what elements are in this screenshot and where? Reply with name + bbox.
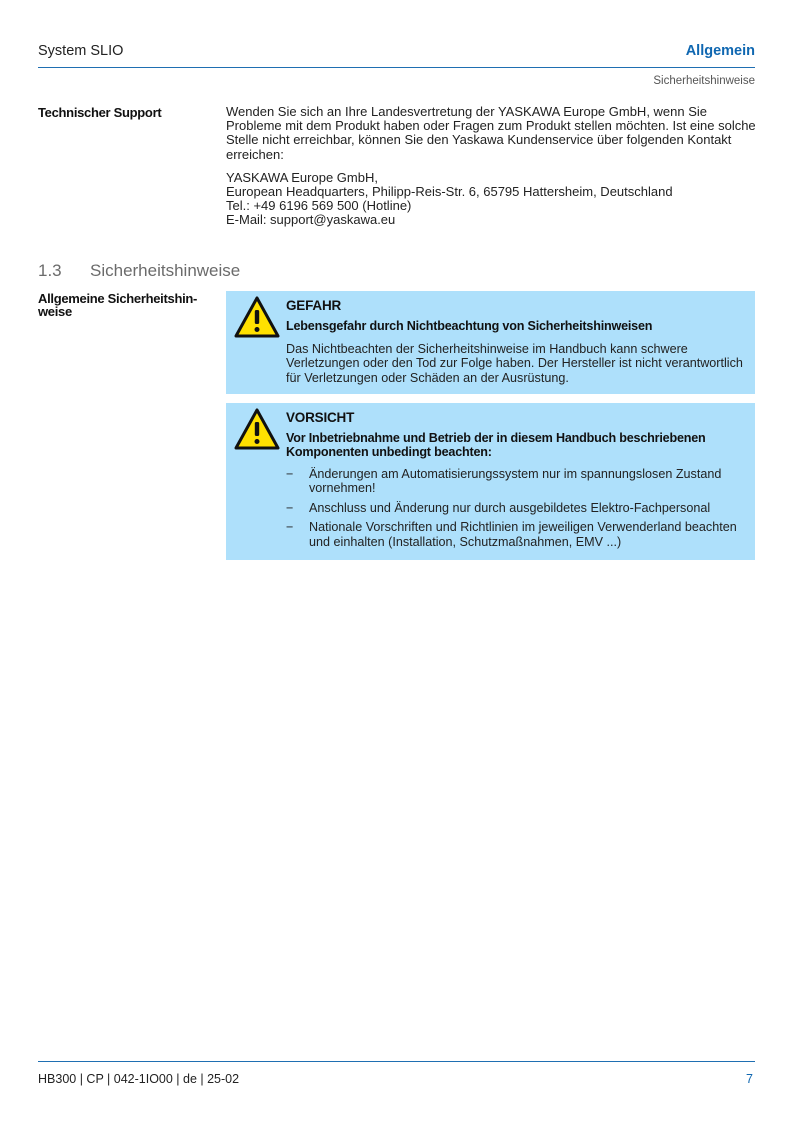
support-body: [226, 105, 756, 228]
danger-notice: [226, 291, 755, 394]
warning-triangle-icon: [234, 296, 280, 338]
section-heading: [38, 261, 240, 281]
section-title: Sicherheitshinweise: [90, 261, 241, 280]
safety-label: Allgemeine Sicherheitshin- weise: [38, 291, 198, 319]
danger-title: GEFAHR: [286, 298, 342, 313]
header-divider: [38, 67, 755, 68]
footer-divider: [38, 1061, 755, 1062]
support-address: [226, 171, 756, 228]
support-intro: Wenden Sie sich an Ihre Landesvertretung der YASKAWA Europe GmbH, wenn Sie Probleme mit dem Produkt haben oder Fragen zum Produkt stellen möchten. Ist eine solche Stelle nicht erreichbar, können Sie den Yaskawa Kundenservice über folgenden Kontakt erreichen:: [226, 104, 756, 162]
danger-text: Das Nichtbeachten der Sicherheitshinweise im Handbuch kann schwere Verletzungen oder den Tod zur Folge haben. Der Hersteller ist nicht verantwortlich für Verletzungen oder Schäden an der Ausrüstung.: [286, 341, 743, 385]
footer-doc-id: HB300 | CP | 042-1IO00 | de | 25-02: [38, 1072, 240, 1086]
caution-notice: [226, 403, 755, 560]
address-line: Tel.: +49 6196 569 500 (Hotline): [226, 198, 412, 214]
footer-page-number: 7: [746, 1072, 753, 1086]
address-line: European Headquarters, Philipp-Reis-Str. 6, 65795 Hattersheim, Deutschland: [226, 184, 673, 200]
caution-title: VORSICHT: [286, 410, 355, 425]
caution-list: [286, 467, 747, 549]
section-number: 1.3: [38, 261, 62, 280]
header-product: System SLIO: [38, 43, 124, 59]
caution-item: − Anschluss und Änderung nur durch ausgebildetes Elektro-Fachpersonal: [286, 500, 711, 515]
address-line: YASKAWA Europe GmbH,: [226, 169, 378, 185]
header-section: Sicherheitshinweise: [653, 75, 755, 87]
caution-subtitle: Vor Inbetriebnahme und Betrieb der in diesem Handbuch beschriebenen Komponenten unbedingt beachten:: [286, 431, 706, 459]
address-email[interactable]: E-Mail: support@yaskawa.eu: [226, 212, 396, 228]
warning-triangle-icon: [234, 408, 280, 450]
danger-subtitle: Lebensgefahr durch Nichtbeachtung von Sicherheitshinweisen: [286, 319, 653, 333]
support-label: Technischer Support: [38, 105, 162, 120]
caution-item: − Nationale Vorschriften und Richtlinien im jeweiligen Verwenderland beachten und einhalten (Installation, Schutzmaßnahmen, EMV ...): [286, 520, 737, 549]
header-chapter: Allgemein: [685, 43, 755, 59]
caution-item: − Änderungen am Automatisierungssystem nur im spannungslosen Zustand vornehmen!: [286, 467, 722, 496]
